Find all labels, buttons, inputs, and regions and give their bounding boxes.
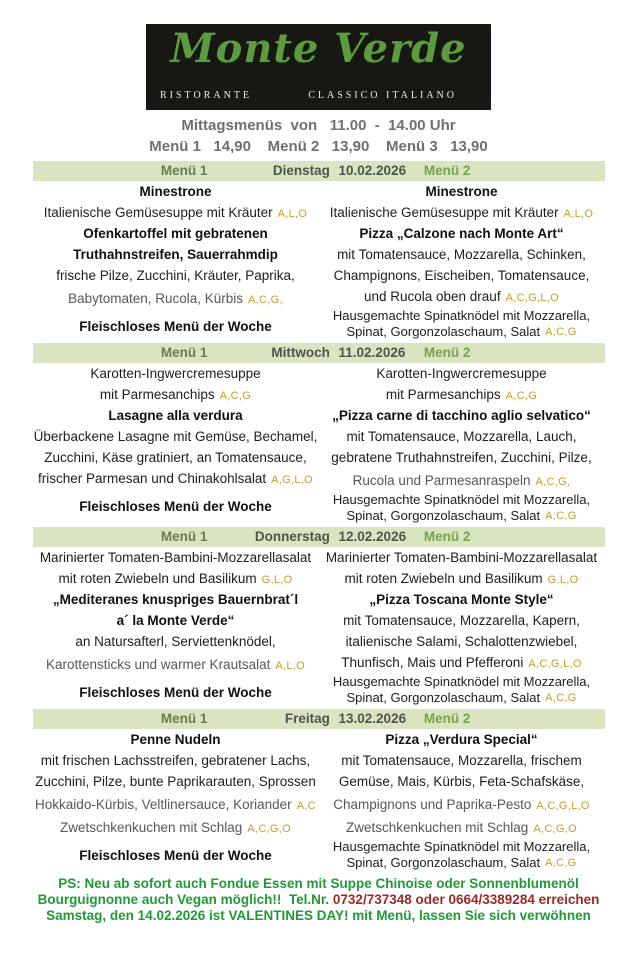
menu-item-text: „Pizza Toscana Monte Style“ — [369, 592, 554, 607]
day-section — [33, 709, 605, 871]
menu-line-part — [346, 689, 576, 706]
logo-subtitle-row — [160, 90, 457, 101]
menu-item-text: Pizza „Verdura Special“ — [385, 732, 538, 747]
menu2-column — [319, 547, 605, 706]
menu-line — [319, 307, 605, 340]
footer-line-1: PS: Neu ab sofort auch Fondue Essen mit Suppe Chinoise oder Sonnenblumenöl — [58, 876, 579, 891]
menu-line — [33, 568, 319, 589]
menu-line — [319, 265, 605, 286]
menu1-column — [33, 181, 319, 340]
menu-item-text: frische Pilze, Zucchini, Kräuter, Paprika, — [56, 268, 295, 283]
day-sections — [33, 161, 605, 871]
menu-line — [319, 181, 605, 202]
menu-line — [319, 547, 605, 568]
menu-item-text: mit Parmesanchips — [385, 387, 501, 402]
menu-line — [319, 568, 605, 589]
menu-line-part — [333, 674, 590, 689]
menu-item-text: Zwetschkenkuchen mit Schlag — [345, 820, 529, 835]
menu-item-text: Überbackene Lasagne mit Gemüse, Bechamel, — [33, 429, 318, 444]
day-name: Mittwoch — [271, 345, 330, 360]
menu-line — [33, 496, 319, 517]
menu2-column — [319, 181, 605, 340]
menu-line — [33, 845, 319, 866]
menu-line — [33, 468, 319, 489]
menu-line — [33, 202, 319, 223]
menu1-column — [33, 547, 319, 706]
menu-line — [319, 771, 605, 792]
menu1-label: Menü 1 — [160, 711, 208, 726]
allergen-code: A,C,G — [545, 692, 577, 704]
menu-item-text: Karotten-Ingwercremesuppe — [90, 366, 261, 381]
allergen-code: A,C,G,O — [247, 822, 291, 835]
day-content — [33, 547, 605, 706]
menu-item-text: Zucchini, Käse gratiniert, an Tomatensauce, — [44, 450, 307, 465]
menu-line — [33, 750, 319, 771]
lunch-hours-line: Mittagsmenüs von 11.00 - 14.00 Uhr — [181, 117, 456, 134]
menu-line — [319, 286, 605, 307]
menu-line — [319, 491, 605, 524]
menu-item-text: gebratene Truthahnstreifen, Zucchini, Pilze, — [331, 450, 592, 465]
menu-line — [33, 610, 319, 631]
menu1-label: Menü 1 — [160, 163, 208, 178]
day-section — [33, 527, 605, 706]
menu-line — [33, 771, 319, 792]
menu1-column — [33, 729, 319, 871]
menu-line — [319, 363, 605, 384]
menu-item-text: Ofenkartoffel mit gebratenen — [83, 226, 268, 241]
menu-item-text: Spinat, Gorgonzolaschaum, Salat — [346, 508, 541, 523]
menu-item-text: Minestrone — [139, 184, 212, 199]
menu-line — [33, 447, 319, 468]
menu-line — [33, 817, 319, 838]
menu2-label: Menü 2 — [423, 163, 471, 178]
menu1-label: Menü 1 — [160, 529, 208, 544]
menu-line-part — [333, 492, 590, 507]
menu-item-text: und Rucola oben drauf — [363, 289, 501, 304]
logo-subtitle-ristorante: RISTORANTE — [160, 90, 253, 101]
menu2-column — [319, 363, 605, 524]
menu-line — [33, 729, 319, 750]
menu-line — [319, 384, 605, 405]
menu-item-text: Italienische Gemüsesuppe mit Kräuter — [329, 205, 559, 220]
allergen-code: A,C,G — [505, 389, 538, 402]
menu-item-text: mit roten Zwiebeln und Basilikum — [344, 571, 543, 586]
menu-item-text: frischer Parmesan und Chinakohlsalat — [38, 471, 267, 486]
allergen-code: A,C,G — [545, 857, 577, 869]
restaurant-logo — [146, 24, 491, 110]
allergen-code: A,C — [296, 799, 316, 812]
menu-item-text: Marinierter Tomaten-Bambini-Mozzarellasalat — [325, 550, 598, 565]
menu-item-text: mit roten Zwiebeln und Basilikum — [58, 571, 257, 586]
logo-brand-name: Monte Verde — [170, 25, 467, 72]
day-header-bar — [33, 709, 605, 729]
menu-item-text: Karottensticks und warmer Krautsalat — [46, 657, 271, 672]
menu-item-text: Fleischloses Menü der Woche — [79, 499, 272, 514]
menu-line — [33, 589, 319, 610]
menu-line — [319, 223, 605, 244]
allergen-code: A,G,L,O — [271, 473, 313, 486]
menu-item-text: Fleischloses Menü der Woche — [79, 685, 272, 700]
day-name: Freitag — [284, 711, 330, 726]
logo-subtitle-classico: CLASSICO ITALIANO — [308, 90, 457, 101]
menu-line-part — [346, 854, 576, 871]
menu-line — [319, 589, 605, 610]
menu2-label: Menü 2 — [423, 345, 471, 360]
menu-item-text: Spinat, Gorgonzolaschaum, Salat — [346, 324, 541, 339]
menu-line — [33, 181, 319, 202]
day-date: 10.02.2026 — [338, 163, 407, 178]
menu-line — [33, 794, 319, 815]
menu-line — [319, 631, 605, 652]
menu-line-part — [333, 839, 590, 854]
menu2-label: Menü 2 — [423, 711, 471, 726]
menu-item-text: Marinierter Tomaten-Bambini-Mozzarellasalat — [39, 550, 312, 565]
menu-line — [319, 447, 605, 468]
menu-line — [33, 316, 319, 337]
allergen-code: A,L,O — [563, 207, 594, 220]
menu-item-text: mit Tomatensauce, Mozzarella, Kapern, — [343, 613, 580, 628]
allergen-code: A,C,G,O — [533, 822, 577, 835]
menu-line — [33, 223, 319, 244]
menu-line — [33, 631, 319, 652]
menu-item-text: Fleischloses Menü der Woche — [79, 848, 272, 863]
menu-item-text: Italienische Gemüsesuppe mit Kräuter — [43, 205, 273, 220]
menu-line-part — [346, 507, 576, 524]
footer-note — [33, 876, 605, 924]
allergen-code: A,C,G — [545, 326, 577, 338]
menu-line — [319, 405, 605, 426]
menu-item-text: Karotten-Ingwercremesuppe — [376, 366, 547, 381]
menu-item-text: Hausgemachte Spinatknödel mit Mozzarella, — [332, 839, 591, 854]
menu-item-text: Hausgemachte Spinatknödel mit Mozzarella, — [332, 674, 591, 689]
menu-item-text: „Mediteranes knuspriges Bauernbrat´l — [52, 592, 299, 607]
menu-item-text: mit frischen Lachsstreifen, gebratener Lachs, — [40, 753, 311, 768]
menu-item-text: a´ la Monte Verde“ — [116, 613, 235, 628]
allergen-code: A,C,G, — [535, 475, 571, 488]
day-date: 11.02.2026 — [338, 345, 406, 360]
menu-line — [319, 673, 605, 706]
menu-item-text: Babytomaten, Rucola, Kürbis — [68, 291, 244, 306]
menu-line — [33, 547, 319, 568]
menu-item-text: Pizza „Calzone nach Monte Art“ — [359, 226, 564, 241]
footer-line-3: Samstag, den 14.02.2026 ist VALENTINES DAY! mit Menü, lassen Sie sich verwöhnen — [46, 908, 591, 923]
menu-item-text: Champignons und Paprika-Pesto — [333, 797, 532, 812]
footer-line-2 — [33, 892, 605, 908]
day-header-bar — [33, 527, 605, 547]
day-header-bar — [33, 343, 605, 363]
menu-line — [319, 470, 605, 491]
menu-item-text: Hausgemachte Spinatknödel mit Mozzarella, — [332, 308, 591, 323]
day-header-bar — [33, 161, 605, 181]
allergen-code: A,C,G — [545, 510, 577, 522]
allergen-code: A,C,G, — [248, 293, 283, 306]
day-content — [33, 729, 605, 871]
allergen-code: A,C,G,L,O — [528, 657, 582, 670]
menu-line — [319, 794, 605, 815]
menu-line — [319, 202, 605, 223]
menu-item-text: Gemüse, Mais, Kürbis, Feta-Schafskäse, — [338, 774, 585, 789]
menu-item-text: Hausgemachte Spinatknödel mit Mozzarella, — [332, 492, 591, 507]
day-date: 13.02.2026 — [338, 711, 407, 726]
menu-item-text: Spinat, Gorgonzolaschaum, Salat — [346, 690, 541, 705]
menu-item-text: Minestrone — [425, 184, 498, 199]
day-section — [33, 161, 605, 340]
menu-line — [33, 363, 319, 384]
menu-line — [33, 265, 319, 286]
menu1-label: Menü 1 — [160, 345, 208, 360]
menu-item-text: Truthahnstreifen, Sauerrahmdip — [73, 247, 278, 262]
menu-line — [319, 610, 605, 631]
menu-item-text: Lasagne alla verdura — [108, 408, 243, 423]
day-name: Dienstag — [272, 163, 330, 178]
menu-line — [319, 750, 605, 771]
menu-item-text: Zwetschkenkuchen mit Schlag — [59, 820, 243, 835]
menu-item-text: Champignons, Eischeiben, Tomatensauce, — [333, 268, 590, 283]
menu-item-text: „Pizza carne di tacchino aglio selvatico“ — [332, 408, 591, 423]
menu-item-text: Zucchini, Pilze, bunte Paprikarauten, Sprossen — [35, 774, 316, 789]
day-section — [33, 343, 605, 524]
menu-line — [33, 682, 319, 703]
menu-item-text: mit Tomatensauce, Mozzarella, Schinken, — [337, 247, 586, 262]
menu-line — [33, 288, 319, 309]
footer-phone-numbers: 0732/737348 oder 0664/3389284 erreichen — [332, 892, 600, 907]
menu-line — [319, 652, 605, 673]
menu-line — [33, 384, 319, 405]
menu-prices-line: Menü 1 14,90 Menü 2 13,90 Menü 3 13,90 — [149, 138, 488, 155]
allergen-code: G,L,O — [261, 573, 293, 586]
menu-line — [319, 817, 605, 838]
menu-line-part — [346, 323, 576, 340]
menu-item-text: Fleischloses Menü der Woche — [79, 319, 272, 334]
menu-item-text: Penne Nudeln — [130, 732, 221, 747]
menu-line — [33, 244, 319, 265]
day-date: 12.02.2026 — [338, 529, 407, 544]
allergen-code: A,C,G,L,O — [536, 799, 590, 812]
day-name: Donnerstag — [254, 529, 330, 544]
menu-line — [319, 729, 605, 750]
menu-line — [33, 426, 319, 447]
menu-item-text: Rucola und Parmesanraspeln — [352, 473, 531, 488]
menu-line — [319, 838, 605, 871]
menu-item-text: Spinat, Gorgonzolaschaum, Salat — [346, 855, 541, 870]
menu-line — [319, 426, 605, 447]
menu2-label: Menü 2 — [423, 529, 471, 544]
menu-line-part — [333, 308, 590, 323]
allergen-code: A,C,G,L,O — [505, 291, 560, 304]
allergen-code: G,L,O — [547, 573, 579, 586]
menu-line — [319, 244, 605, 265]
menu-item-text: mit Parmesanchips — [99, 387, 215, 402]
day-content — [33, 181, 605, 340]
menu-line — [33, 654, 319, 675]
menu2-column — [319, 729, 605, 871]
footer-line-2-green: Bourguignonne auch Vegan möglich!! Tel.Nr. — [37, 892, 333, 907]
menu-item-text: mit Tomatensauce, Mozzarella, frischem — [341, 753, 582, 768]
menu-item-text: an Natursafterl, Serviettenknödel, — [75, 634, 276, 649]
day-content — [33, 363, 605, 524]
menu-item-text: italienische Salami, Schalottenzwiebel, — [345, 634, 578, 649]
allergen-code: A,L,O — [277, 207, 308, 220]
menu1-column — [33, 363, 319, 524]
menu-item-text: Thunfisch, Mais und Pfefferoni — [341, 655, 524, 670]
menu-line — [33, 405, 319, 426]
menu-item-text: mit Tomatensauce, Mozzarella, Lauch, — [346, 429, 577, 444]
allergen-code: A,L,O — [275, 659, 305, 672]
allergen-code: A,C,G — [219, 389, 252, 402]
menu-page — [33, 24, 605, 924]
menu-item-text: Hokkaido-Kürbis, Veltlinersauce, Koriander — [35, 797, 292, 812]
